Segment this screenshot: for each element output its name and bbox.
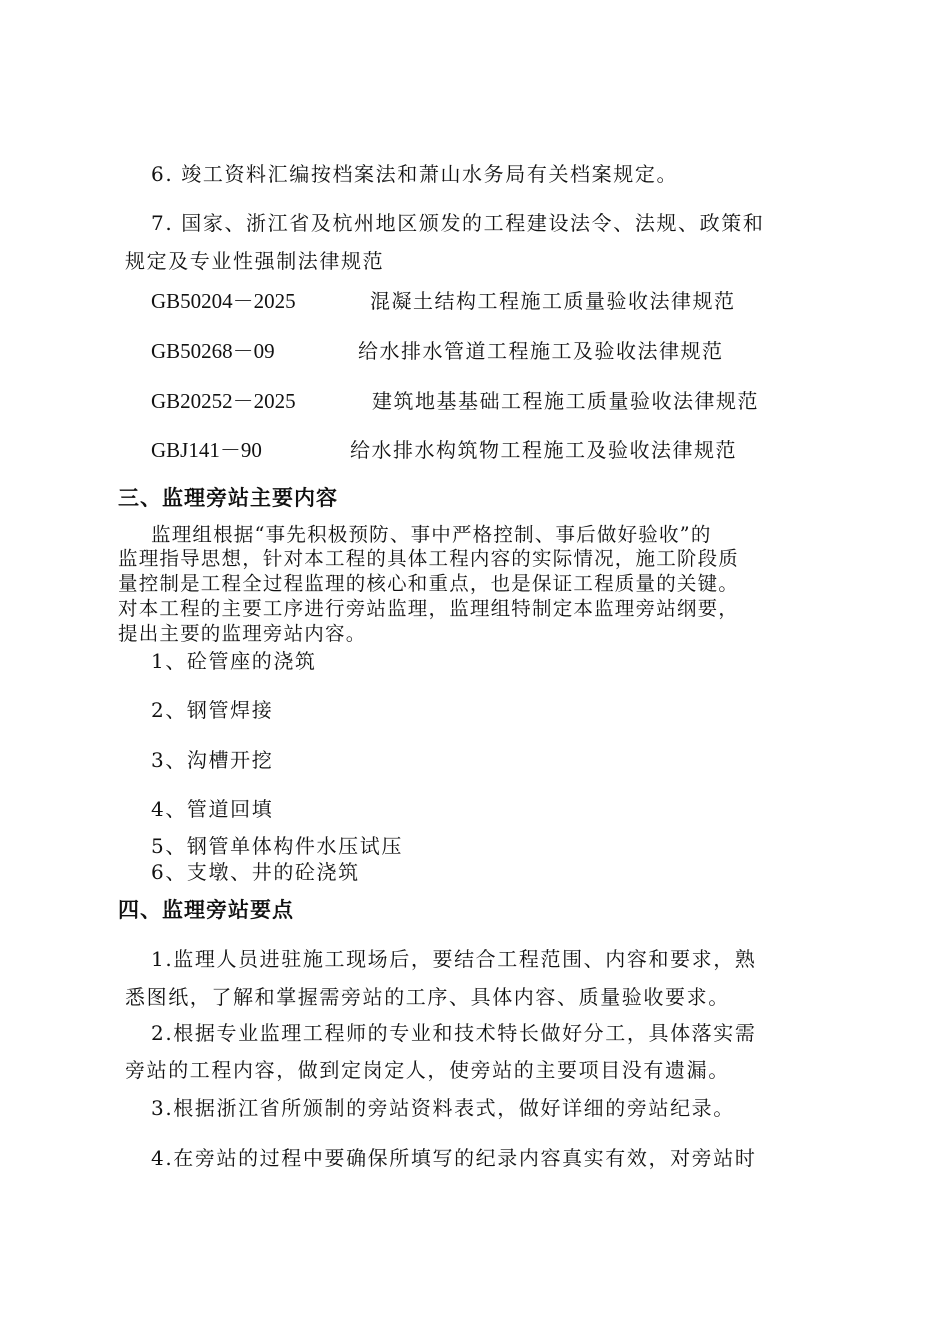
- list-item: 6、支墩、井的砼浇筑: [151, 860, 360, 884]
- standard-code: GB50268－09: [151, 339, 275, 363]
- standard-title: 给水排水管道工程施工及验收法律规范: [358, 339, 724, 363]
- paragraph-line: 监理指导思想，针对本工程的具体工程内容的实际情况，施工阶段质: [118, 547, 740, 570]
- standard-title: 给水排水构筑物工程施工及验收法律规范: [350, 438, 737, 462]
- list-item-7-line2: 规定及专业性强制法律规范: [125, 249, 385, 273]
- paragraph-line: 4.在旁站的过程中要确保所填写的纪录内容真实有效，对旁站时: [151, 1146, 757, 1170]
- paragraph-line: 监理组根据“事先积极预防、事中严格控制、事后做好验收”的: [151, 523, 712, 546]
- list-item: 3、沟槽开挖: [151, 748, 274, 772]
- paragraph-line: 量控制是工程全过程监理的核心和重点，也是保证工程质量的关键。: [118, 572, 740, 595]
- standard-title: 建筑地基基础工程施工质量验收法律规范: [372, 389, 759, 413]
- paragraph-line: 3.根据浙江省所颁制的旁站资料表式，做好详细的旁站纪录。: [151, 1096, 735, 1120]
- paragraph-line: 提出主要的监理旁站内容。: [118, 622, 367, 645]
- paragraph-line: 对本工程的主要工序进行旁站监理，监理组特制定本监理旁站纲要，: [118, 597, 740, 620]
- list-item-7-line1: 7. 国家、浙江省及杭州地区颁发的工程建设法令、法规、政策和: [151, 211, 765, 235]
- paragraph-line: 2.根据专业监理工程师的专业和技术特长做好分工，具体落实需: [151, 1021, 757, 1045]
- standard-code: GB20252－2025: [151, 389, 296, 413]
- list-item: 5、钢管单体构件水压试压: [151, 834, 403, 858]
- paragraph-line: 旁站的工程内容，做到定岗定人，使旁站的主要项目没有遗漏。: [125, 1058, 730, 1082]
- section-heading: 三、监理旁站主要内容: [118, 485, 338, 510]
- section-heading: 四、监理旁站要点: [118, 897, 294, 922]
- standard-code: GB50204－2025: [151, 289, 296, 313]
- list-item: 1、砼管座的浇筑: [151, 649, 317, 673]
- standard-code: GBJ141－90: [151, 438, 262, 462]
- paragraph-line: 悉图纸，了解和掌握需旁站的工序、具体内容、质量验收要求。: [125, 985, 730, 1009]
- list-item: 4、管道回填: [151, 797, 274, 821]
- list-item-6: 6. 竣工资料汇编按档案法和萧山水务局有关档案规定。: [151, 162, 679, 186]
- standard-title: 混凝土结构工程施工质量验收法律规范: [370, 289, 736, 313]
- list-item: 2、钢管焊接: [151, 698, 274, 722]
- paragraph-line: 1.监理人员进驻施工现场后，要结合工程范围、内容和要求，熟: [151, 947, 757, 971]
